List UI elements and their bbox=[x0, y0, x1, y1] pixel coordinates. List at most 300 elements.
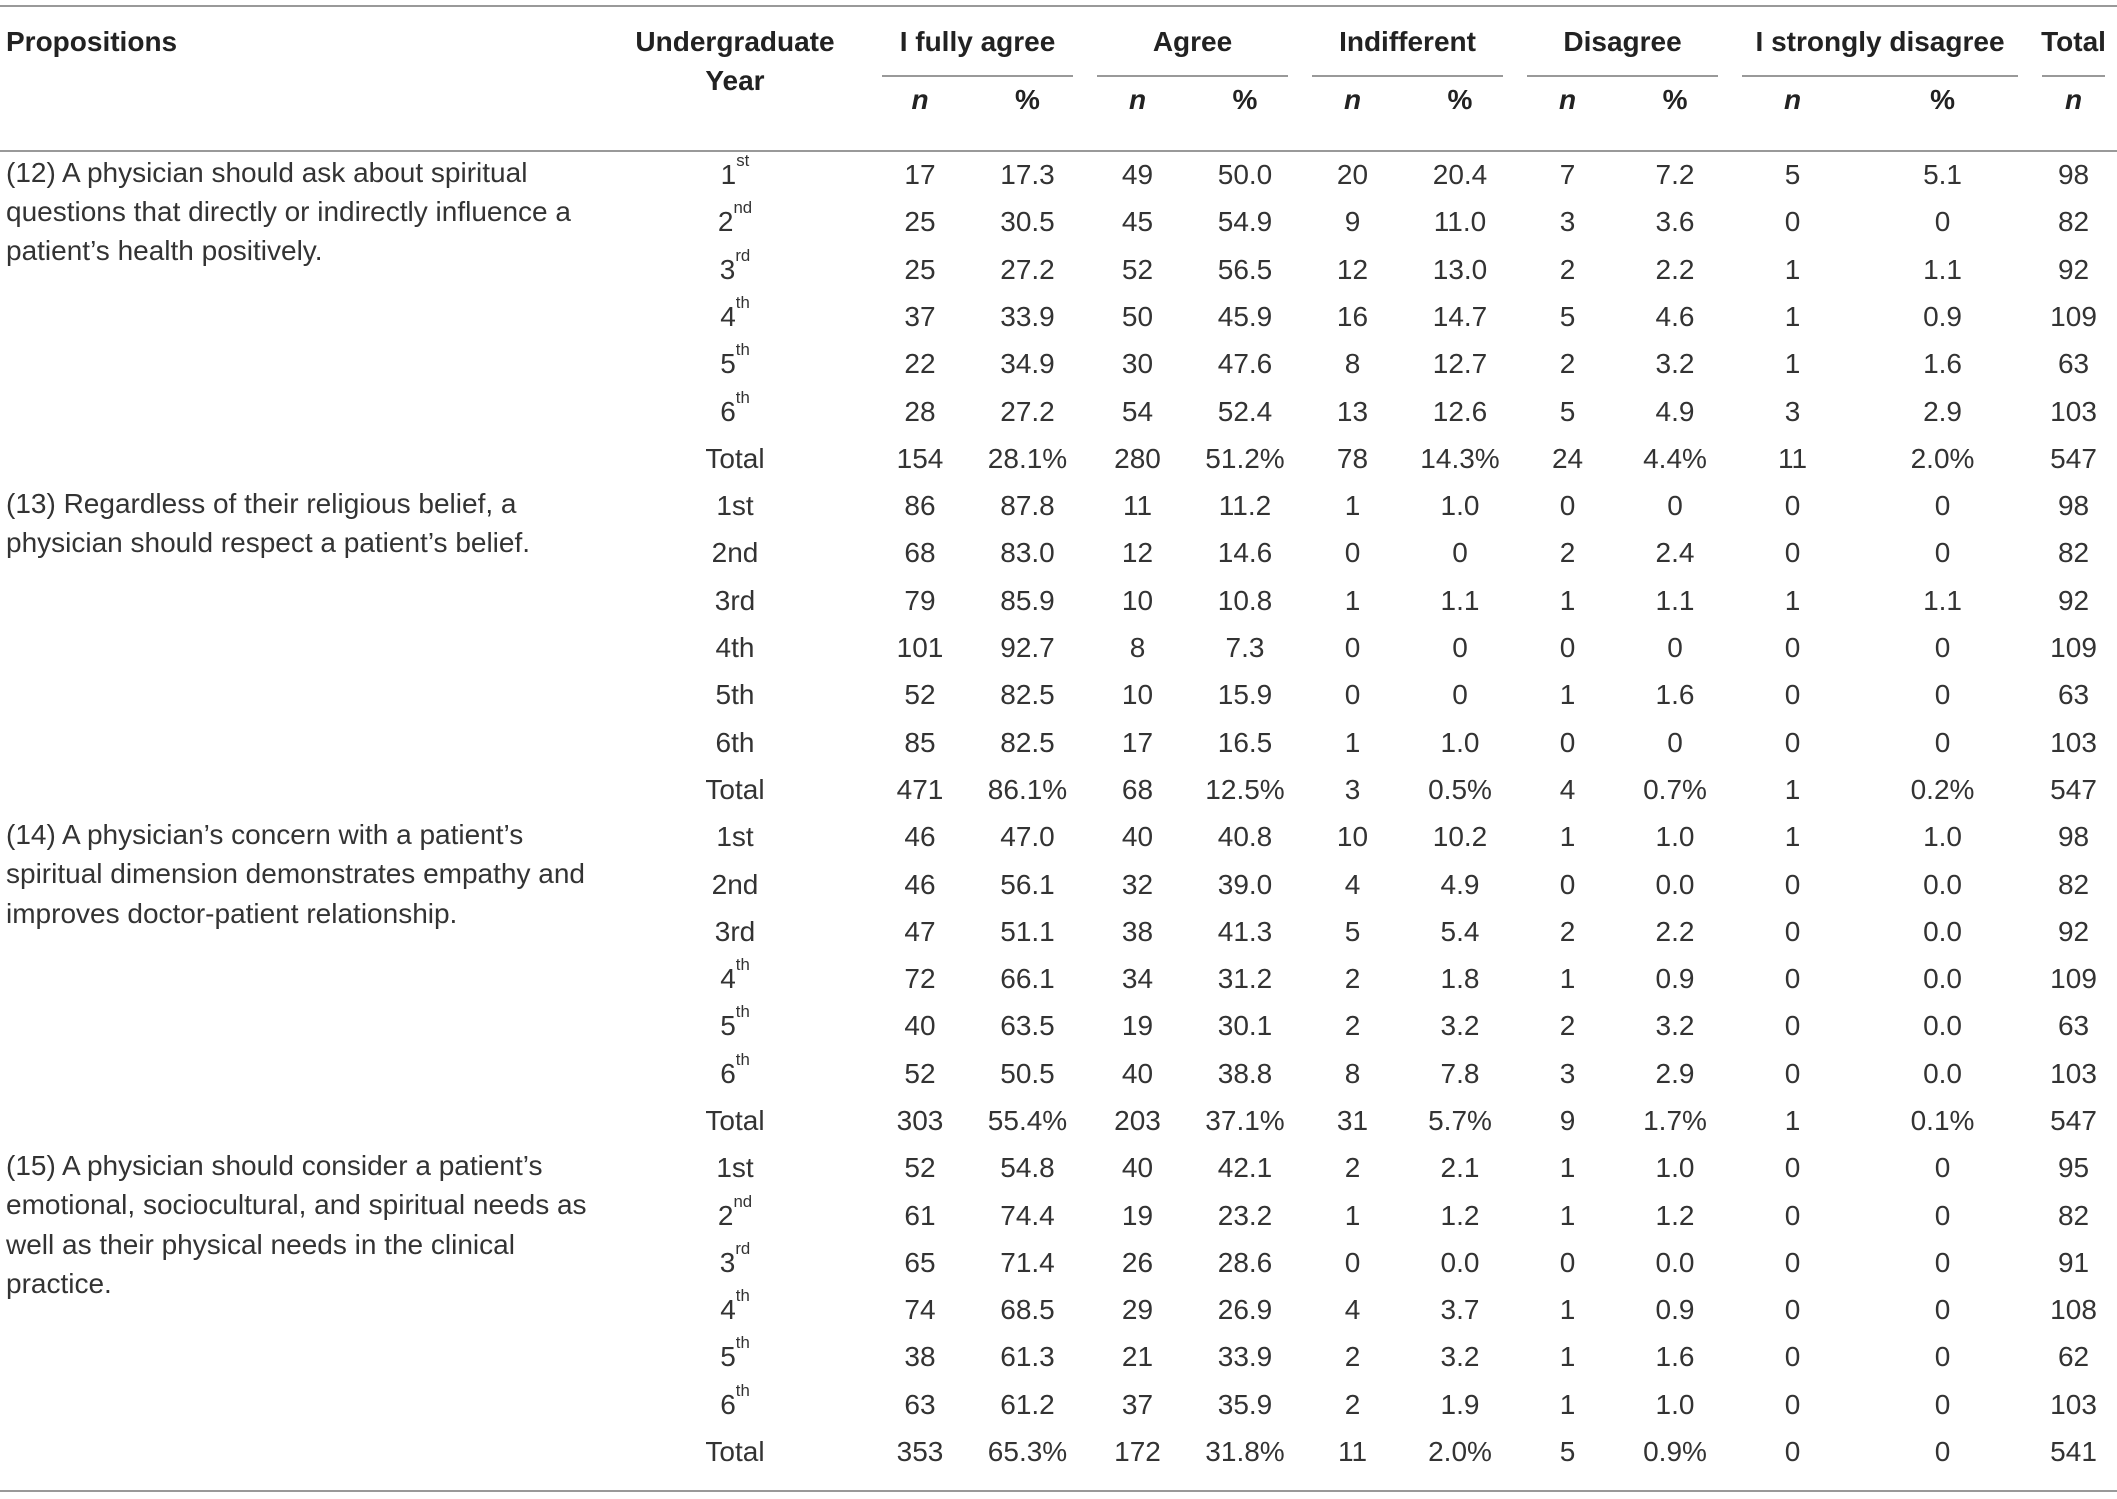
undergraduate-year-cell bbox=[600, 1097, 870, 1144]
agree-n-cell: 19 bbox=[1121, 1199, 1154, 1231]
disagree-pct-cell: 0 bbox=[1667, 490, 1683, 522]
undergraduate-year-cell bbox=[600, 1428, 870, 1475]
disagree-n-cell: 2 bbox=[1559, 253, 1576, 285]
strongly-disagree-pct-cell: 0.2% bbox=[1910, 773, 1975, 805]
agree-pct-cell: 11.2 bbox=[1218, 490, 1272, 522]
disagree-pct-cell: 0 bbox=[1667, 726, 1683, 758]
disagree-pct-cell: 1.6 bbox=[1655, 679, 1695, 711]
indifferent-n-cell: 4 bbox=[1344, 868, 1361, 900]
fully-agree-n-cell: 40 bbox=[904, 1010, 936, 1042]
year-label: 4 bbox=[720, 300, 736, 332]
year-label: 2nd bbox=[711, 537, 759, 569]
strongly-disagree-pct-cell: 0.9 bbox=[1923, 300, 1962, 332]
disagree-pct-cell: 2.2 bbox=[1655, 253, 1695, 285]
header-year-line1: Undergraduate bbox=[635, 26, 835, 57]
year-label: 1 bbox=[720, 159, 737, 191]
strongly-disagree-pct-cell: 1.1 bbox=[1923, 584, 1962, 616]
year-label: 6th bbox=[715, 726, 755, 758]
undergraduate-year-cell bbox=[600, 1002, 870, 1049]
indifferent-n-cell: 1 bbox=[1344, 490, 1361, 522]
fully-agree-n-cell: 471 bbox=[896, 773, 944, 805]
indifferent-n-cell: 0 bbox=[1344, 537, 1361, 569]
total-n-cell: 98 bbox=[2057, 490, 2090, 522]
strongly-disagree-pct-cell: 2.0% bbox=[1910, 442, 1975, 474]
fully-agree-n-cell: 37 bbox=[904, 300, 936, 332]
strongly-disagree-pct-cell: 0.0 bbox=[1923, 868, 1962, 900]
strongly-disagree-n-cell: 0 bbox=[1784, 868, 1801, 900]
fully-agree-pct-cell: 68.5 bbox=[1000, 1294, 1055, 1326]
year-label: Total bbox=[705, 1436, 765, 1468]
strongly-disagree-pct-cell: 0 bbox=[1934, 1152, 1951, 1184]
year-ordinal-suffix: th bbox=[735, 340, 750, 360]
header-year-line2: Year bbox=[705, 65, 765, 97]
fully-agree-n-cell: 28 bbox=[904, 395, 936, 427]
fully-agree-n-cell: 68 bbox=[904, 537, 936, 569]
indifferent-n-cell: 4 bbox=[1344, 1294, 1361, 1326]
year-ordinal-suffix: th bbox=[735, 1333, 750, 1353]
agree-pct-cell: 14.6 bbox=[1217, 537, 1273, 569]
disagree-pct-cell: 1.0 bbox=[1655, 1152, 1695, 1184]
undergraduate-year-cell bbox=[600, 766, 870, 813]
strongly-disagree-pct-cell: 0.0 bbox=[1923, 963, 1962, 995]
sublabel-pct: % bbox=[1015, 84, 1040, 115]
year-label: 6 bbox=[720, 395, 736, 427]
fully-agree-pct-cell: 66.1 bbox=[1000, 963, 1055, 995]
group-underline bbox=[882, 75, 1073, 77]
total-n-cell: 547 bbox=[2050, 773, 2097, 805]
fully-agree-n-cell: 38 bbox=[904, 1341, 936, 1373]
header-group-indifferent bbox=[1300, 0, 1515, 80]
strongly-disagree-n-cell: 0 bbox=[1784, 1388, 1801, 1420]
fully-agree-pct-cell: 17.3 bbox=[1000, 159, 1055, 191]
strongly-disagree-n-cell: 1 bbox=[1784, 1104, 1801, 1136]
agree-pct-cell: 42.1 bbox=[1217, 1152, 1273, 1184]
year-label: 4th bbox=[715, 632, 755, 664]
strongly-disagree-pct-cell: 0 bbox=[1934, 206, 1951, 238]
strongly-disagree-pct-cell: 1.0 bbox=[1923, 821, 1962, 853]
undergraduate-year-cell bbox=[600, 1381, 870, 1428]
proposition-line: spiritual dimension demonstrates empathy and bbox=[6, 858, 585, 890]
strongly-disagree-n-cell: 5 bbox=[1784, 159, 1801, 191]
indifferent-n-cell: 0 bbox=[1344, 1246, 1361, 1278]
indifferent-n-cell: 31 bbox=[1336, 1104, 1369, 1136]
fully-agree-n-cell: 353 bbox=[896, 1436, 944, 1468]
fully-agree-n-cell: 303 bbox=[896, 1104, 944, 1136]
disagree-n-cell: 4 bbox=[1559, 773, 1576, 805]
year-ordinal-suffix: nd bbox=[733, 1191, 753, 1211]
total-n-cell: 63 bbox=[2057, 348, 2090, 380]
disagree-n-cell: 3 bbox=[1559, 206, 1576, 238]
disagree-n-cell: 5 bbox=[1559, 395, 1576, 427]
indifferent-n-cell: 8 bbox=[1344, 1057, 1361, 1089]
strongly-disagree-pct-cell: 0 bbox=[1934, 1199, 1951, 1231]
year-ordinal-suffix: nd bbox=[733, 198, 753, 218]
disagree-pct-cell: 4.4% bbox=[1643, 442, 1707, 474]
sublabel-pct: % bbox=[1232, 84, 1258, 115]
year-label: 1st bbox=[716, 821, 754, 853]
indifferent-pct-cell: 13.0 bbox=[1432, 253, 1488, 285]
disagree-n-cell: 24 bbox=[1551, 442, 1584, 474]
fully-agree-pct-cell: 87.8 bbox=[1000, 490, 1055, 522]
disagree-pct-cell: 1.0 bbox=[1655, 1388, 1695, 1420]
disagree-pct-cell: 2.2 bbox=[1655, 915, 1695, 947]
disagree-pct-cell: 0 bbox=[1667, 632, 1683, 664]
disagree-n-cell: 3 bbox=[1559, 1057, 1576, 1089]
undergraduate-year-cell bbox=[600, 482, 870, 529]
indifferent-pct-cell: 14.3% bbox=[1420, 442, 1500, 474]
indifferent-n-cell: 5 bbox=[1344, 915, 1361, 947]
undergraduate-year-cell bbox=[600, 151, 870, 198]
disagree-pct-cell: 0.0 bbox=[1655, 868, 1695, 900]
fully-agree-pct-cell: 86.1% bbox=[987, 773, 1068, 805]
strongly-disagree-n-cell: 0 bbox=[1784, 537, 1801, 569]
strongly-disagree-pct-cell: 0.0 bbox=[1923, 915, 1962, 947]
strongly-disagree-pct-cell: 0 bbox=[1934, 726, 1951, 758]
undergraduate-year-cell bbox=[600, 719, 870, 766]
agree-pct-cell: 31.2 bbox=[1217, 963, 1273, 995]
disagree-pct-cell: 0.7% bbox=[1643, 773, 1707, 805]
agree-n-cell: 10 bbox=[1121, 584, 1154, 616]
agree-pct-cell: 31.8% bbox=[1205, 1436, 1285, 1468]
proposition-line: (15) A physician should consider a patient’s bbox=[6, 1150, 543, 1182]
fully-agree-pct-cell: 83.0 bbox=[1000, 537, 1055, 569]
undergraduate-year-cell bbox=[600, 198, 870, 245]
undergraduate-year-cell bbox=[600, 860, 870, 907]
sublabel-n: n bbox=[1558, 84, 1577, 115]
fully-agree-n-cell: 101 bbox=[896, 632, 944, 664]
indifferent-pct-cell: 1.0 bbox=[1440, 726, 1480, 758]
disagree-n-cell: 5 bbox=[1559, 1436, 1576, 1468]
disagree-pct-cell: 3.2 bbox=[1655, 348, 1695, 380]
indifferent-pct-cell: 0.5% bbox=[1428, 773, 1492, 805]
year-ordinal-suffix: th bbox=[735, 1380, 750, 1400]
proposition-line: (12) A physician should ask about spiritual bbox=[6, 157, 528, 188]
total-n-cell: 92 bbox=[2057, 584, 2090, 616]
year-label: 5 bbox=[720, 1341, 736, 1373]
disagree-n-cell: 1 bbox=[1559, 1152, 1576, 1184]
agree-n-cell: 280 bbox=[1114, 442, 1161, 474]
strongly-disagree-pct-cell: 0 bbox=[1934, 1294, 1951, 1326]
disagree-pct-cell: 1.0 bbox=[1655, 821, 1695, 853]
disagree-n-cell: 0 bbox=[1559, 1246, 1576, 1278]
fully-agree-pct-cell: 27.2 bbox=[1000, 253, 1055, 285]
total-n-cell: 109 bbox=[2050, 632, 2097, 664]
year-label: 5th bbox=[715, 679, 755, 711]
proposition-text bbox=[0, 482, 600, 813]
agree-n-cell: 29 bbox=[1121, 1294, 1154, 1326]
strongly-disagree-pct-cell: 1.1 bbox=[1923, 253, 1962, 285]
fully-agree-n-cell: 47 bbox=[904, 915, 936, 947]
agree-n-cell: 21 bbox=[1121, 1341, 1154, 1373]
undergraduate-year-cell bbox=[600, 340, 870, 387]
disagree-pct-cell: 2.9 bbox=[1655, 1057, 1695, 1089]
undergraduate-year-cell bbox=[600, 1239, 870, 1286]
proposition-line: improves doctor-patient relationship. bbox=[6, 897, 458, 929]
year-ordinal-suffix: rd bbox=[735, 1238, 751, 1258]
strongly-disagree-pct-cell: 0 bbox=[1934, 1388, 1951, 1420]
total-n-cell: 103 bbox=[2050, 1388, 2097, 1420]
year-label: 6 bbox=[720, 1057, 736, 1089]
agree-pct-cell: 38.8 bbox=[1217, 1057, 1273, 1089]
disagree-n-cell: 5 bbox=[1559, 300, 1576, 332]
indifferent-n-cell: 10 bbox=[1336, 821, 1369, 853]
year-ordinal-suffix: th bbox=[735, 292, 750, 312]
year-label: Total bbox=[705, 1104, 765, 1136]
agree-pct-cell: 40.8 bbox=[1217, 821, 1273, 853]
strongly-disagree-n-cell: 0 bbox=[1784, 679, 1801, 711]
proposition-text bbox=[0, 151, 600, 482]
table-bottom-rule bbox=[0, 1490, 2117, 1492]
indifferent-n-cell: 13 bbox=[1336, 395, 1369, 427]
agree-n-cell: 40 bbox=[1121, 821, 1154, 853]
agree-pct-cell: 15.9 bbox=[1217, 679, 1273, 711]
disagree-n-cell: 1 bbox=[1559, 1341, 1576, 1373]
indifferent-pct-cell: 7.8 bbox=[1440, 1057, 1480, 1089]
agree-n-cell: 37 bbox=[1121, 1388, 1154, 1420]
disagree-n-cell: 1 bbox=[1559, 1294, 1576, 1326]
agree-pct-cell: 41.3 bbox=[1217, 915, 1273, 947]
sublabel-n: n bbox=[1343, 84, 1362, 115]
fully-agree-n-cell: 46 bbox=[904, 821, 936, 853]
total-n-cell: 98 bbox=[2057, 821, 2090, 853]
fully-agree-n-cell: 79 bbox=[904, 584, 936, 616]
agree-pct-cell: 50.0 bbox=[1217, 159, 1273, 191]
strongly-disagree-n-cell: 0 bbox=[1784, 1152, 1801, 1184]
indifferent-pct-cell: 10.2 bbox=[1432, 821, 1488, 853]
indifferent-pct-cell: 0.0 bbox=[1440, 1246, 1480, 1278]
indifferent-pct-cell: 0 bbox=[1452, 679, 1468, 711]
fully-agree-pct-cell: 34.9 bbox=[1000, 348, 1055, 380]
group-underline bbox=[1527, 75, 1718, 77]
agree-pct-cell: 56.5 bbox=[1217, 253, 1273, 285]
agree-n-cell: 12 bbox=[1121, 537, 1154, 569]
disagree-n-cell: 0 bbox=[1559, 490, 1576, 522]
sublabel-n: n bbox=[1783, 84, 1802, 115]
header-group-disagree bbox=[1515, 0, 1730, 80]
header-bottom-rule bbox=[0, 150, 2117, 152]
total-n-cell: 82 bbox=[2057, 1199, 2090, 1231]
indifferent-n-cell: 2 bbox=[1344, 963, 1361, 995]
total-n-cell: 103 bbox=[2050, 395, 2097, 427]
year-label: 4 bbox=[720, 1294, 736, 1326]
fully-agree-pct-cell: 82.5 bbox=[1000, 726, 1055, 758]
indifferent-n-cell: 1 bbox=[1344, 726, 1361, 758]
year-label: 3rd bbox=[714, 584, 756, 616]
fully-agree-pct-cell: 85.9 bbox=[1000, 584, 1055, 616]
fully-agree-pct-cell: 74.4 bbox=[1000, 1199, 1055, 1231]
proposition-line: questions that directly or indirectly influence a bbox=[6, 196, 571, 228]
fully-agree-n-cell: 46 bbox=[904, 868, 936, 900]
year-label: 6 bbox=[720, 1388, 736, 1420]
disagree-pct-cell: 3.2 bbox=[1655, 1010, 1695, 1042]
fully-agree-pct-cell: 54.8 bbox=[1000, 1152, 1055, 1184]
indifferent-pct-cell: 12.7 bbox=[1432, 348, 1488, 380]
fully-agree-n-cell: 52 bbox=[904, 1152, 936, 1184]
year-ordinal-suffix: th bbox=[735, 955, 750, 975]
agree-n-cell: 45 bbox=[1121, 206, 1154, 238]
fully-agree-n-cell: 74 bbox=[904, 1294, 936, 1326]
disagree-pct-cell: 0.9 bbox=[1655, 963, 1695, 995]
disagree-pct-cell: 3.6 bbox=[1655, 206, 1695, 238]
indifferent-pct-cell: 2.1 bbox=[1440, 1152, 1480, 1184]
total-n-cell: 82 bbox=[2057, 206, 2090, 238]
year-label: 1st bbox=[716, 490, 754, 522]
disagree-pct-cell: 0.9% bbox=[1643, 1436, 1707, 1468]
strongly-disagree-pct-cell: 0.0 bbox=[1923, 1057, 1962, 1089]
proposition-text bbox=[0, 813, 600, 1144]
indifferent-n-cell: 2 bbox=[1344, 1152, 1361, 1184]
fully-agree-n-cell: 52 bbox=[904, 1057, 936, 1089]
disagree-pct-cell: 0.0 bbox=[1655, 1246, 1695, 1278]
year-ordinal-suffix: rd bbox=[735, 245, 751, 265]
group-underline bbox=[1312, 75, 1503, 77]
fully-agree-n-cell: 22 bbox=[904, 348, 936, 380]
agree-pct-cell: 39.0 bbox=[1217, 868, 1273, 900]
agree-pct-cell: 33.9 bbox=[1217, 1341, 1273, 1373]
disagree-n-cell: 2 bbox=[1559, 1010, 1576, 1042]
indifferent-pct-cell: 4.9 bbox=[1440, 868, 1480, 900]
disagree-n-cell: 0 bbox=[1559, 632, 1576, 664]
year-label: 2 bbox=[717, 1199, 734, 1231]
undergraduate-year-cell bbox=[600, 387, 870, 434]
strongly-disagree-n-cell: 0 bbox=[1784, 963, 1801, 995]
agree-pct-cell: 28.6 bbox=[1217, 1246, 1273, 1278]
indifferent-pct-cell: 2.0% bbox=[1428, 1436, 1492, 1468]
agree-pct-cell: 45.9 bbox=[1217, 300, 1273, 332]
agree-n-cell: 38 bbox=[1121, 915, 1154, 947]
strongly-disagree-pct-cell: 0 bbox=[1934, 1436, 1951, 1468]
total-n-cell: 109 bbox=[2050, 300, 2097, 332]
undergraduate-year-cell bbox=[600, 1144, 870, 1191]
strongly-disagree-pct-cell: 0 bbox=[1934, 490, 1951, 522]
year-ordinal-suffix: th bbox=[735, 1049, 750, 1069]
total-n-cell: 95 bbox=[2057, 1152, 2090, 1184]
indifferent-n-cell: 12 bbox=[1336, 253, 1369, 285]
agree-n-cell: 68 bbox=[1121, 773, 1154, 805]
strongly-disagree-n-cell: 1 bbox=[1784, 773, 1801, 805]
total-n-cell: 547 bbox=[2050, 442, 2097, 474]
header-undergraduate-year bbox=[600, 0, 870, 151]
indifferent-n-cell: 20 bbox=[1336, 159, 1369, 191]
year-ordinal-suffix: th bbox=[735, 387, 750, 407]
header-row-groups bbox=[0, 0, 2117, 80]
total-n-cell: 103 bbox=[2050, 726, 2097, 758]
fully-agree-pct-cell: 28.1% bbox=[987, 442, 1068, 474]
disagree-pct-cell: 2.4 bbox=[1655, 537, 1695, 569]
header-group-label: I strongly disagree bbox=[1755, 26, 2005, 57]
total-n-cell: 541 bbox=[2050, 1436, 2097, 1468]
strongly-disagree-pct-cell: 5.1 bbox=[1923, 159, 1962, 191]
strongly-disagree-pct-cell: 0.0 bbox=[1923, 1010, 1962, 1042]
fully-agree-n-cell: 63 bbox=[904, 1388, 936, 1420]
undergraduate-year-cell bbox=[600, 671, 870, 718]
disagree-pct-cell: 1.7% bbox=[1643, 1104, 1707, 1136]
header-group-label: Total bbox=[2041, 26, 2106, 57]
undergraduate-year-cell bbox=[600, 529, 870, 576]
agree-pct-cell: 12.5% bbox=[1205, 773, 1285, 805]
year-label: 3rd bbox=[714, 915, 756, 947]
indifferent-n-cell: 0 bbox=[1344, 632, 1361, 664]
year-label: 2nd bbox=[711, 868, 759, 900]
agree-pct-cell: 47.6 bbox=[1217, 348, 1273, 380]
total-n-cell: 547 bbox=[2050, 1104, 2097, 1136]
agree-n-cell: 8 bbox=[1129, 632, 1146, 664]
indifferent-pct-cell: 1.8 bbox=[1440, 963, 1480, 995]
strongly-disagree-n-cell: 1 bbox=[1784, 300, 1801, 332]
disagree-pct-cell: 1.2 bbox=[1655, 1199, 1695, 1231]
header-group-label: Agree bbox=[1152, 26, 1233, 57]
header-group-label: Disagree bbox=[1563, 26, 1682, 57]
fully-agree-pct-cell: 61.3 bbox=[1000, 1341, 1055, 1373]
fully-agree-n-cell: 61 bbox=[904, 1199, 936, 1231]
sublabel-pct: % bbox=[1447, 84, 1473, 115]
header-group-strongly-disagree bbox=[1730, 0, 2030, 80]
strongly-disagree-pct-cell: 2.9 bbox=[1923, 395, 1962, 427]
agree-n-cell: 49 bbox=[1121, 159, 1154, 191]
header-group-fully-agree bbox=[870, 0, 1085, 80]
header-group-label: Indifferent bbox=[1339, 26, 1476, 57]
indifferent-n-cell: 8 bbox=[1344, 348, 1361, 380]
sublabel-n: n bbox=[2064, 84, 2083, 115]
disagree-pct-cell: 1.1 bbox=[1655, 584, 1695, 616]
fully-agree-n-cell: 65 bbox=[904, 1246, 936, 1278]
disagree-n-cell: 1 bbox=[1559, 584, 1576, 616]
agree-n-cell: 32 bbox=[1121, 868, 1154, 900]
table-row bbox=[0, 813, 2117, 860]
undergraduate-year-cell bbox=[600, 624, 870, 671]
disagree-n-cell: 7 bbox=[1559, 159, 1576, 191]
strongly-disagree-n-cell: 3 bbox=[1784, 395, 1801, 427]
year-label: 4 bbox=[720, 963, 736, 995]
proposition-line: patient’s health positively. bbox=[6, 235, 323, 267]
total-n-cell: 98 bbox=[2057, 159, 2090, 191]
agree-n-cell: 30 bbox=[1121, 348, 1154, 380]
strongly-disagree-n-cell: 1 bbox=[1784, 348, 1801, 380]
disagree-n-cell: 0 bbox=[1559, 726, 1576, 758]
agree-n-cell: 203 bbox=[1114, 1104, 1161, 1136]
agree-pct-cell: 16.5 bbox=[1217, 726, 1273, 758]
agree-n-cell: 54 bbox=[1121, 395, 1154, 427]
agree-pct-cell: 52.4 bbox=[1217, 395, 1273, 427]
agree-n-cell: 19 bbox=[1121, 1010, 1154, 1042]
header-propositions: Propositions bbox=[6, 26, 178, 57]
undergraduate-year-cell bbox=[600, 1050, 870, 1097]
strongly-disagree-pct-cell: 0 bbox=[1934, 1246, 1951, 1278]
undergraduate-year-cell bbox=[600, 1286, 870, 1333]
total-n-cell: 91 bbox=[2057, 1246, 2090, 1278]
header-group-total bbox=[2030, 0, 2117, 80]
sublabel-pct: % bbox=[1930, 84, 1955, 115]
proposition-line: well as their physical needs in the clinical bbox=[6, 1228, 515, 1260]
fully-agree-pct-cell: 51.1 bbox=[1000, 915, 1055, 947]
fully-agree-pct-cell: 61.2 bbox=[1000, 1388, 1055, 1420]
indifferent-pct-cell: 0 bbox=[1452, 537, 1468, 569]
indifferent-pct-cell: 3.7 bbox=[1440, 1294, 1480, 1326]
undergraduate-year-cell bbox=[600, 813, 870, 860]
proposition-text bbox=[0, 1144, 600, 1475]
disagree-n-cell: 2 bbox=[1559, 537, 1576, 569]
indifferent-pct-cell: 3.2 bbox=[1440, 1010, 1480, 1042]
strongly-disagree-n-cell: 0 bbox=[1784, 1341, 1801, 1373]
fully-agree-pct-cell: 71.4 bbox=[1000, 1246, 1055, 1278]
disagree-n-cell: 1 bbox=[1559, 1199, 1576, 1231]
agree-pct-cell: 23.2 bbox=[1217, 1199, 1273, 1231]
sublabel-n: n bbox=[1128, 84, 1147, 115]
agree-pct-cell: 35.9 bbox=[1217, 1388, 1273, 1420]
strongly-disagree-pct-cell: 0 bbox=[1934, 537, 1951, 569]
undergraduate-year-cell bbox=[600, 577, 870, 624]
fully-agree-pct-cell: 56.1 bbox=[1000, 868, 1055, 900]
